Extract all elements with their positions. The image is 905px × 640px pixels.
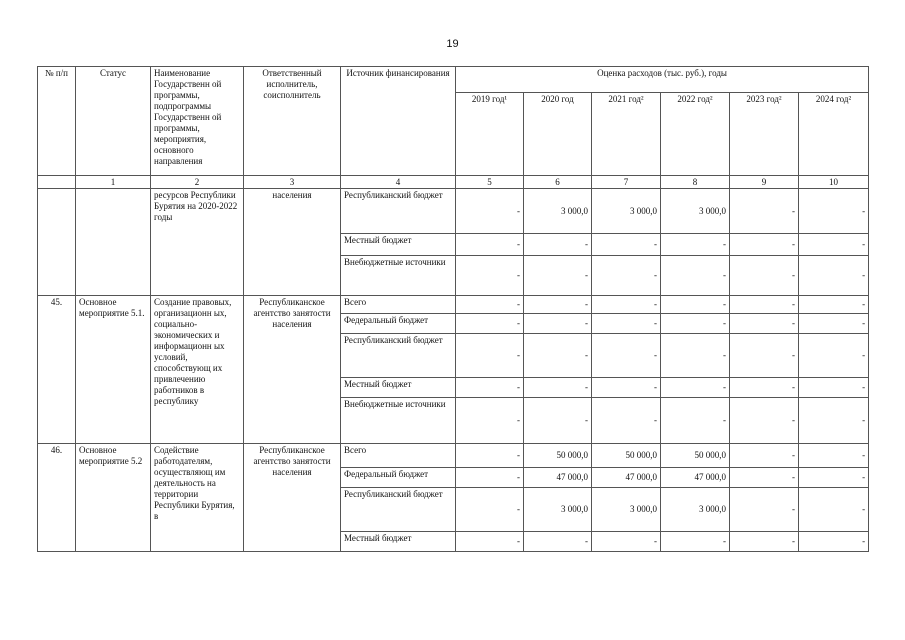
expense-value: -	[730, 334, 799, 378]
row-name: Содействие работодателям, осуществляющ им деятельность на территории Республики Бурятия, в	[151, 444, 244, 552]
column-number: 6	[524, 176, 592, 189]
funding-source: Республиканский бюджет	[341, 189, 456, 234]
expense-value: -	[661, 334, 730, 378]
expense-value: -	[592, 532, 661, 552]
expense-value: -	[592, 378, 661, 398]
expense-value: -	[730, 532, 799, 552]
column-number: 10	[799, 176, 869, 189]
expense-value: 47 000,0	[524, 468, 592, 488]
expense-value: -	[799, 378, 869, 398]
expense-value: -	[456, 488, 524, 532]
expense-value: -	[524, 296, 592, 314]
row-number	[38, 189, 76, 296]
header-executor: Ответственный исполнитель, соисполнитель	[244, 67, 341, 176]
column-number: 2	[151, 176, 244, 189]
expense-value: -	[730, 296, 799, 314]
row-status: Основное мероприятие 5.1.	[76, 296, 151, 444]
row-executor: Республиканское агентство занятости населения	[244, 296, 341, 444]
expense-value: -	[730, 488, 799, 532]
expense-value: -	[456, 468, 524, 488]
expense-value: -	[799, 334, 869, 378]
expense-value: -	[799, 189, 869, 234]
funding-source: Республиканский бюджет	[341, 488, 456, 532]
expense-value: -	[524, 378, 592, 398]
expense-value: 47 000,0	[661, 468, 730, 488]
funding-source: Внебюджетные источники	[341, 398, 456, 444]
expense-value: 3 000,0	[524, 189, 592, 234]
header-year: 2020 год	[524, 93, 592, 176]
expense-value: -	[456, 256, 524, 296]
column-number: 8	[661, 176, 730, 189]
header-name: Наименование Государственн ой программы, подпрограммы Государственн ой программы, мероприятия, основного направления	[151, 67, 244, 176]
row-status	[76, 189, 151, 296]
funding-source: Местный бюджет	[341, 234, 456, 256]
column-number: 9	[730, 176, 799, 189]
expense-value: -	[456, 334, 524, 378]
table-body	[38, 189, 869, 552]
expense-value: -	[799, 488, 869, 532]
expense-value: -	[456, 444, 524, 468]
funding-source: Внебюджетные источники	[341, 256, 456, 296]
expense-value: -	[730, 398, 799, 444]
expense-value: -	[799, 398, 869, 444]
expense-value: 3 000,0	[661, 488, 730, 532]
expense-value: -	[799, 468, 869, 488]
expense-value: 50 000,0	[661, 444, 730, 468]
expense-value: -	[524, 398, 592, 444]
header-expenses: Оценка расходов (тыс. руб.), годы	[456, 67, 869, 93]
expense-value: -	[592, 314, 661, 334]
expense-value: 3 000,0	[592, 488, 661, 532]
funding-source: Федеральный бюджет	[341, 314, 456, 334]
expense-value: -	[730, 444, 799, 468]
column-number: 1	[76, 176, 151, 189]
funding-source: Федеральный бюджет	[341, 468, 456, 488]
funding-source: Местный бюджет	[341, 532, 456, 552]
expense-value: -	[799, 296, 869, 314]
expense-value: -	[730, 468, 799, 488]
expense-value: -	[799, 532, 869, 552]
expense-value: -	[799, 444, 869, 468]
header-year: 2021 год²	[592, 93, 661, 176]
expense-value: 3 000,0	[524, 488, 592, 532]
row-executor: Республиканское агентство занятости населения	[244, 444, 341, 552]
header-source: Источник финансирования	[341, 67, 456, 176]
expense-value: -	[592, 256, 661, 296]
expense-value: -	[456, 398, 524, 444]
row-status: Основное мероприятие 5.2	[76, 444, 151, 552]
header-status: Статус	[76, 67, 151, 176]
expense-value: -	[730, 256, 799, 296]
expense-value: -	[592, 334, 661, 378]
row-executor: населения	[244, 189, 341, 296]
expense-value: -	[592, 234, 661, 256]
expense-value: -	[661, 296, 730, 314]
header-no: № п/п	[38, 67, 76, 176]
expense-value: -	[730, 314, 799, 334]
row-name: Создание правовых, организационн ых, социально-экономических и информационн ых условий, способствующ их привлечению работников в республику	[151, 296, 244, 444]
header-year: 2019 год¹	[456, 93, 524, 176]
expense-value: -	[799, 234, 869, 256]
expense-value: 3 000,0	[661, 189, 730, 234]
table-row	[38, 189, 869, 234]
header-year: 2022 год²	[661, 93, 730, 176]
expense-value: -	[730, 234, 799, 256]
expense-value: -	[456, 378, 524, 398]
row-name: ресурсов Республики Бурятия на 2020-2022 годы	[151, 189, 244, 296]
expense-value: -	[592, 296, 661, 314]
funding-source: Республиканский бюджет	[341, 334, 456, 378]
expense-value: 50 000,0	[592, 444, 661, 468]
funding-source: Всего	[341, 444, 456, 468]
row-number: 46.	[38, 444, 76, 552]
column-number: 5	[456, 176, 524, 189]
expense-value: -	[592, 398, 661, 444]
expense-value: -	[456, 189, 524, 234]
row-number: 45.	[38, 296, 76, 444]
expense-value: -	[799, 314, 869, 334]
funding-source: Всего	[341, 296, 456, 314]
page-number: 19	[446, 38, 459, 50]
expense-value: -	[456, 234, 524, 256]
expense-value: -	[456, 296, 524, 314]
column-number: 4	[341, 176, 456, 189]
expense-value: -	[730, 189, 799, 234]
budget-table	[37, 66, 869, 552]
funding-source: Местный бюджет	[341, 378, 456, 398]
expense-value: 50 000,0	[524, 444, 592, 468]
header-year: 2023 год²	[730, 93, 799, 176]
expense-value: -	[524, 234, 592, 256]
column-number: 3	[244, 176, 341, 189]
expense-value: -	[661, 398, 730, 444]
expense-value: -	[524, 532, 592, 552]
expense-value: -	[730, 378, 799, 398]
expense-value: -	[456, 314, 524, 334]
expense-value: 47 000,0	[592, 468, 661, 488]
header-year: 2024 год²	[799, 93, 869, 176]
expense-value: -	[456, 532, 524, 552]
expense-value: -	[661, 378, 730, 398]
expense-value: -	[661, 234, 730, 256]
expense-value: -	[524, 256, 592, 296]
expense-value: 3 000,0	[592, 189, 661, 234]
expense-value: -	[661, 532, 730, 552]
expense-value: -	[524, 334, 592, 378]
expense-value: -	[661, 314, 730, 334]
table-row	[38, 444, 869, 468]
expense-value: -	[799, 256, 869, 296]
column-number: 7	[592, 176, 661, 189]
expense-value: -	[524, 314, 592, 334]
table-row	[38, 296, 869, 314]
expense-value: -	[661, 256, 730, 296]
